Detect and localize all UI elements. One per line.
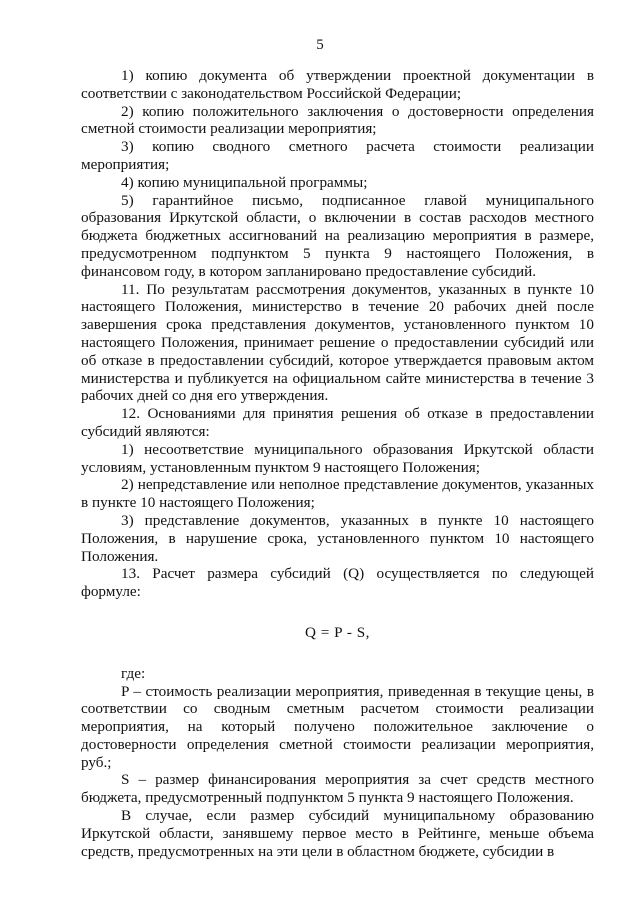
paragraph-item-5: 5) гарантийное письмо, подписанное главой муниципального образования Иркутской области, о включении в состав расходов местного бюджета бюджетных ассигнований на реализацию мероприятия в размере, предусмотренном подпунктом 5 пункта 9 настоящего Положения, в финансовом году, в котором запланировано предоставление субсидий.: [81, 191, 594, 280]
paragraph-refusal-3: 3) представление документов, указанных в пункте 10 настоящего Положения, в нарушение срока, установленного пунктом 10 настоящего Положения.: [81, 511, 594, 565]
paragraph-item-1: 1) копию документа об утверждении проектной документации в соответствии с законодательством Российской Федерации;: [81, 67, 594, 102]
paragraph-refusal-1: 1) несоответствие муниципального образования Иркутской области условиям, установленным пунктом 9 настоящего Положения;: [81, 440, 594, 476]
paragraph-refusal-2: 2) непредставление или неполное представление документов, указанных в пункте 10 настоящего Положения;: [81, 476, 594, 512]
where-label: где:: [121, 664, 146, 682]
page-number: 5: [316, 37, 324, 53]
paragraph-item-2: 2) копию положительного заключения о достоверности определения сметной стоимости реализации мероприятия;: [81, 102, 594, 138]
paragraph-item-4: 4) копию муниципальной программы;: [121, 173, 368, 191]
paragraph-section-11: 11. По результатам рассмотрения документов, указанных в пункте 10 настоящего Положения, министерство в течение 20 рабочих дней после завершения срока представления документов, установленного пунктом 10 настоящего Положения, принимает решение о предоставлении субсидий или об отказе в предоставлении субсидий, которое утверждается правовым актом министерства и публикуется на официальном сайте министерства в течение 3 рабочих дней со дня его утверждения.: [81, 280, 594, 405]
definition-s: S – размер финансирования мероприятия за счет средств местного бюджета, предусмотренный подпунктом 5 пункта 9 настоящего Положения.: [81, 771, 594, 807]
paragraph-continuation: В случае, если размер субсидий муниципальному образованию Иркутской области, занявшему первое место в Рейтинге, меньше объема средств, предусмотренных на эти цели в областном бюджете, субсидии в: [81, 807, 594, 860]
paragraph-section-13: 13. Расчет размера субсидий (Q) осуществляется по следующей формуле:: [81, 565, 594, 601]
paragraph-item-3: 3) копию сводного сметного расчета стоимости реализации мероприятия;: [81, 138, 594, 173]
definition-p: P – стоимость реализации мероприятия, приведенная в текущие цены, в соответствии со сводным сметным расчетом стоимости реализации мероприятия, на который получено положительное заключение о достоверности определения сметной стоимости реализации мероприятия, руб.;: [81, 682, 594, 771]
paragraph-section-12: 12. Основаниями для принятия решения об отказе в предоставлении субсидий являются:: [81, 405, 594, 440]
subsidy-formula: Q = P - S,: [305, 623, 370, 641]
document-body: [81, 67, 594, 860]
